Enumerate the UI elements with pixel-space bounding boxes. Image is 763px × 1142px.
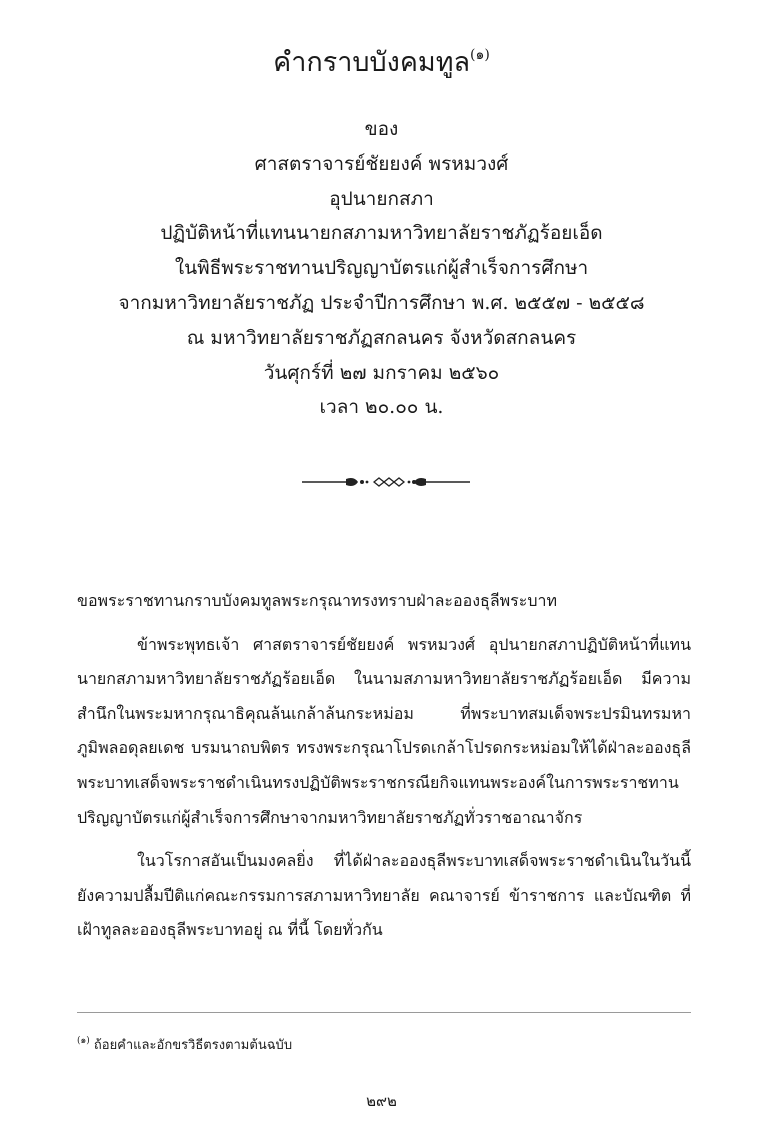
header-line-position: อุปนายกสภา [329,187,434,210]
title-text: คำกราบบังคมทูล [273,47,471,78]
header-line-academic-year: จากมหาวิทยาลัยราชภัฏ ประจำปีการศึกษา พ.ศ. ๒๕๕๗ - ๒๕๕๘ [118,291,645,314]
ornament-divider-icon [300,472,472,492]
footnote-text: ถ้อยคำและอักขรวิธีตรงตามต้นฉบับ [93,1038,293,1053]
paragraph-1: ข้าพระพุทธเจ้า ศาสตราจารย์ชัยยงค์ พรหมวงศ์ อุปนายกสภาปฏิบัติหน้าที่แทนนายกสภามหาวิทยาลัยราชภัฏร้อยเอ็ด ในนามสภามหาวิทยาลัยราชภัฏร้อยเอ็ด มีความสำนึกในพระมหากรุณาธิคุณล้นเกล้าล้นกระหม่อม ที่พระบาทสมเด็จพระปรมินทรมหาภูมิพลอดุลยเดช บรมนาถบพิตร ทรงพระกรุณาโปรดเกล้าโปรดกระหม่อมให้ได้ฝ่าละอองธุลีพระบาทเสด็จพระราชดำเนินทรงปฏิบัติพระราชกรณียกิจแทนพระองค์ในการพระราชทานปริญญาบัตรแก่ผู้สำเร็จการศึกษาจากมหาวิทยาลัยราชภัฏทั่วราชอาณาจักร [77,634,691,827]
header-line-venue: ณ มหาวิทยาลัยราชภัฏสกลนคร จังหวัดสกลนคร [186,326,577,349]
header-block [0,112,763,425]
header-line-name: ศาสตราจารย์ชัยยงค์ พรหมวงศ์ [254,152,509,175]
header-line-of: ของ [364,118,399,140]
header-line-time: เวลา ๒๐.๐๐ น. [319,396,444,419]
footnote-mark: (๑) [77,1036,90,1046]
page-title [0,44,763,82]
title-footnote-mark: (๑) [470,47,490,63]
body-text [77,584,691,948]
paragraph-2: ในวโรกาสอันเป็นมงคลยิ่ง ที่ได้ฝ่าละอองธุลีพระบาทเสด็จพระราชดำเนินในวันนี้ ยังความปลื้มปีติแก่คณะกรรมการสภามหาวิทยาลัย คณาจารย์ ข้าราชการ และบัณฑิต ที่เฝ้าทูลละอองธุลีพระบาทอยู่ ณ ที่นี้ โดยทั่วกัน [77,851,691,940]
page-number: ๒๙๒ [366,1092,397,1110]
footnote-divider [77,1012,691,1013]
header-line-acting: ปฏิบัติหน้าที่แทนนายกสภามหาวิทยาลัยราชภัฏร้อยเอ็ด [160,222,603,245]
header-line-date: วันศุกร์ที่ ๒๗ มกราคม ๒๕๖๐ [263,361,500,384]
footnote [77,1036,292,1056]
header-line-ceremony: ในพิธีพระราชทานปริญญาบัตรแก่ผู้สำเร็จการศึกษา [174,257,589,280]
salutation: ขอพระราชทานกราบบังคมทูลพระกรุณาทรงทราบฝ่าละอองธุลีพระบาท [77,591,558,610]
